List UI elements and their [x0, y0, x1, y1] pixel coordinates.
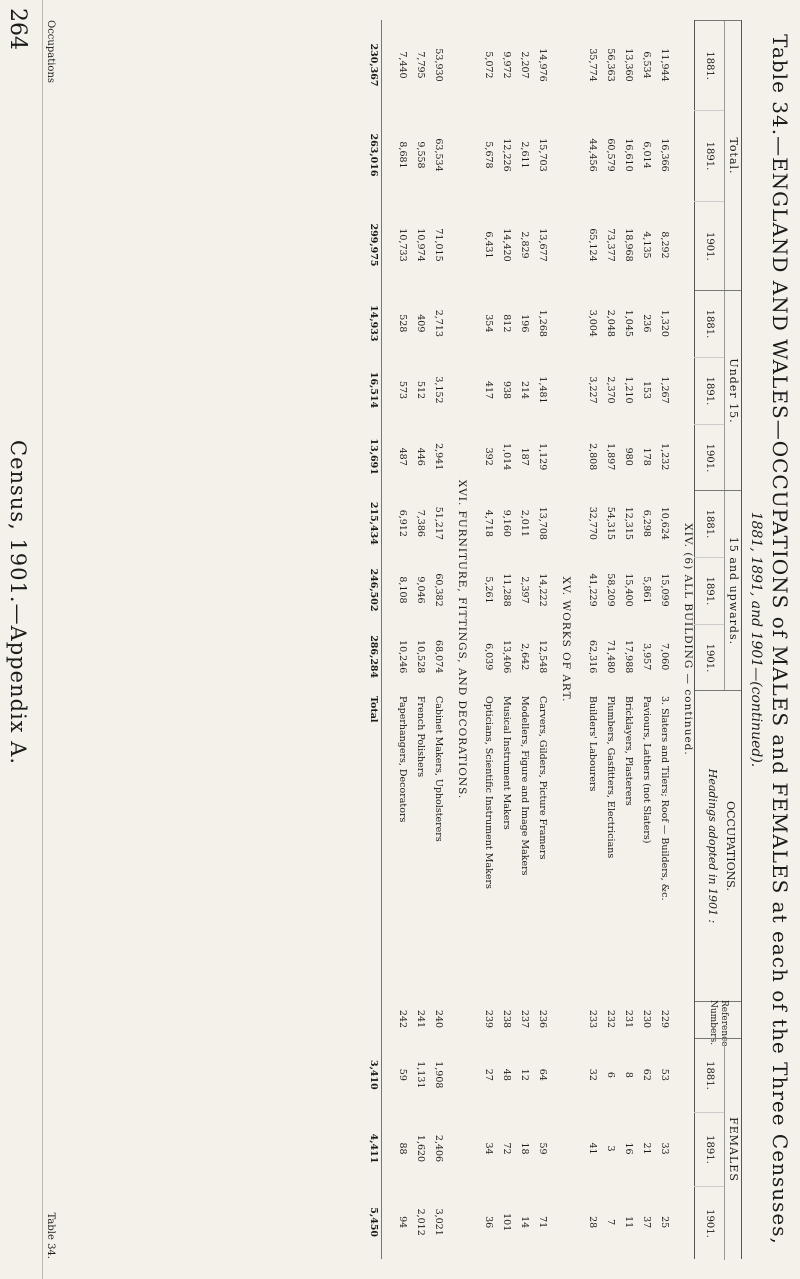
table-cell: 214 [519, 380, 530, 400]
table-body [58, 20, 694, 1259]
table-cell: 4,718 [483, 509, 494, 537]
table-cell: 1,268 [537, 309, 548, 337]
header-year: 1901. [694, 201, 724, 291]
header-group-over15 [695, 490, 741, 691]
table-cell: 28 [587, 1216, 598, 1229]
table-cell: 12,548 [537, 640, 548, 674]
table-cell: 62,316 [587, 640, 598, 674]
table-cell: 14 [519, 1216, 530, 1229]
cells-total [394, 20, 410, 290]
table-cell: 71,480 [605, 640, 616, 674]
cells-under15 [430, 290, 446, 490]
header-year: 1881. [704, 1061, 715, 1090]
table-cell: 10,624 [659, 506, 670, 540]
occupation-description: Plumbers, Gasfitters, Electricians [605, 696, 616, 859]
cells-total [498, 20, 514, 290]
page-number: 264 [5, 8, 30, 50]
reference-number: 242 [397, 1009, 408, 1029]
table-cell: 812 [501, 314, 512, 333]
cells-females [656, 1038, 672, 1259]
table-cell: 10,733 [397, 228, 408, 262]
table-cell: 487 [397, 447, 408, 466]
table-cell: 1,129 [537, 443, 548, 471]
header-over15-label: 15 and upwards. [724, 491, 741, 691]
table-row [498, 20, 514, 1259]
table-cell: 17,988 [623, 640, 634, 674]
table-cell: 73,377 [605, 228, 616, 262]
table-cell: 3 [605, 1145, 616, 1152]
table-cell: 15,400 [623, 573, 634, 607]
table-footer [42, 20, 56, 1259]
table-cell: 528 [397, 314, 408, 333]
cells-females [412, 1038, 428, 1259]
occupation-description: Modellers, Figure and Image Makers [519, 696, 530, 876]
table-cell: 27 [483, 1068, 494, 1081]
table-row [620, 20, 636, 1259]
table-cell: 2,397 [519, 576, 530, 604]
table-cell: 13,677 [537, 228, 548, 262]
table-cell: 1,908 [433, 1061, 444, 1089]
table-cell: 88 [397, 1142, 408, 1155]
table-cell: 2,808 [587, 443, 598, 471]
reference-number: 239 [483, 1009, 494, 1029]
table-cell: 1,045 [623, 309, 634, 337]
table-row [412, 20, 428, 1259]
table-cell: 72 [501, 1142, 512, 1155]
cells-over15 [430, 490, 446, 690]
header-occupations-label: OCCUPATIONS. [724, 801, 737, 891]
table-cell: 12,315 [623, 506, 634, 540]
reference-number: 241 [415, 1009, 426, 1029]
table-cell: 263,016 [368, 133, 379, 177]
table-cell: 2,713 [433, 309, 444, 337]
cells-females [498, 1038, 514, 1259]
header-year: 1881. [704, 309, 715, 339]
cells-over15 [638, 490, 654, 690]
table-cell: 36 [483, 1216, 494, 1229]
table-cell: 5,861 [641, 576, 652, 604]
table-cell: 6,534 [641, 51, 652, 79]
table-cell: 53,930 [433, 48, 444, 82]
table-cell: 417 [483, 380, 494, 400]
header-years [694, 21, 724, 291]
table-title: Table 34.—ENGLAND AND WALES—OCCUPATIONS of MALES and FEMALES at each of the Three Censuses, [768, 34, 792, 1245]
table-cell: 2,941 [433, 443, 444, 471]
cells-under15 [516, 290, 532, 490]
table-cell: 18 [519, 1142, 530, 1155]
table-cell: 9,046 [415, 576, 426, 604]
occupation-description: Paperhangers, Decorators [397, 696, 408, 823]
table-cell: 2,207 [519, 51, 530, 79]
header-group-under15 [695, 290, 741, 491]
table-cell: 409 [415, 314, 426, 333]
header-occupations [695, 690, 741, 1002]
reference-number: 229 [659, 1009, 670, 1029]
side-header [0, 0, 43, 1279]
table-cell: 5,450 [368, 1207, 379, 1238]
cells-total [365, 20, 381, 290]
table-cell: 14,976 [537, 48, 548, 82]
rotated-table-area [42, 0, 800, 1279]
reference-number: 236 [537, 1009, 548, 1029]
table-cell: 34 [483, 1142, 494, 1155]
table-cell: 8,292 [659, 231, 670, 259]
table-cell: 573 [397, 380, 408, 400]
table-cell: 2,829 [519, 231, 530, 259]
table-cell: 3,004 [587, 309, 598, 337]
table-row [516, 20, 532, 1259]
reference-number: 231 [623, 1009, 634, 1029]
table-cell: 6,039 [483, 643, 494, 671]
table-cell: 65,124 [587, 228, 598, 262]
cells-under15 [365, 290, 381, 490]
table-header [694, 20, 742, 1259]
occupation-description: Musical Instrument Makers [501, 696, 512, 830]
table-cell: 3,410 [368, 1059, 379, 1090]
header-females-label: FEMALES [724, 1039, 741, 1260]
total-row [365, 20, 382, 1259]
table-cell: 41 [587, 1142, 598, 1155]
table-cell: 68,074 [433, 640, 444, 674]
cells-females [620, 1038, 636, 1259]
table-cell: 236 [641, 314, 652, 333]
table-cell: 18,968 [623, 228, 634, 262]
table-cell: 11,288 [501, 573, 512, 607]
table-cell: 13,691 [368, 438, 379, 475]
table-cell: 3,021 [433, 1208, 444, 1236]
table-cell: 16,514 [368, 371, 379, 409]
table-row [602, 20, 618, 1259]
table-cell: 101 [501, 1213, 512, 1232]
table-cell: 10,528 [415, 640, 426, 674]
table-cell: 1,481 [537, 376, 548, 404]
table-cell: 153 [641, 380, 652, 400]
table-cell: 32 [587, 1068, 598, 1081]
cells-females [638, 1038, 654, 1259]
cells-females [602, 1038, 618, 1259]
table-cell: 62 [641, 1068, 652, 1081]
header-years [694, 291, 724, 491]
table-cell: 299,975 [368, 223, 379, 267]
table-cell: 9,972 [501, 51, 512, 79]
table-cell: 4,135 [641, 231, 652, 259]
cells-over15 [394, 490, 410, 690]
table-cell: 9,160 [501, 509, 512, 537]
table-cell: 16,366 [659, 138, 670, 172]
table-cell: 6,014 [641, 141, 652, 169]
table-cell: 54,315 [605, 506, 616, 540]
table-cell: 3,227 [587, 376, 598, 404]
running-head: Census, 1901.—Appendix A. [6, 440, 30, 766]
cells-under15 [412, 290, 428, 490]
table-cell: 71 [537, 1216, 548, 1229]
cells-females [534, 1038, 550, 1259]
table-cell: 1,267 [659, 376, 670, 404]
table-cell: 246,502 [368, 568, 379, 612]
cells-total [620, 20, 636, 290]
table-cell: 33 [659, 1142, 670, 1155]
occupations-table [42, 0, 800, 1279]
header-year: 1891. [694, 110, 724, 200]
table-cell: 1,232 [659, 443, 670, 471]
cells-under15 [534, 290, 550, 490]
header-reference: Reference Numbers. [708, 1000, 729, 1047]
table-cell: 5,072 [483, 51, 494, 79]
occupation-description: Paviours, Lathers (not Slaters) [641, 696, 652, 844]
table-cell: 71,015 [433, 228, 444, 262]
table-cell: 1,014 [501, 443, 512, 471]
table-cell: 60,382 [433, 573, 444, 607]
cells-total [584, 20, 600, 290]
header-year: 1881. [704, 509, 715, 539]
table-cell: 5,261 [483, 576, 494, 604]
table-cell: 15,703 [537, 138, 548, 172]
table-cell: 938 [501, 380, 512, 400]
table-cell: 512 [415, 380, 426, 400]
table-cell: 44,456 [587, 138, 598, 172]
table-cell: 2,011 [519, 509, 530, 537]
table-cell: 10,246 [397, 640, 408, 674]
cells-total [412, 20, 428, 290]
header-year: 1891. [694, 557, 724, 624]
table-cell: 3,152 [433, 376, 444, 404]
table-cell: 6,298 [641, 509, 652, 537]
cells-total [534, 20, 550, 290]
occupation-description: Cabinet Makers, Upholsterers [433, 696, 444, 842]
header-total-label: Total. [724, 21, 741, 291]
table-cell: 196 [519, 314, 530, 333]
occupation-description: Bricklayers, Plasterers [623, 696, 634, 806]
table-cell: 6,431 [483, 231, 494, 259]
table-cell: 980 [623, 447, 634, 466]
table-cell: 63,534 [433, 138, 444, 172]
section-heading: XIV. (6) ALL BUILDING — continued. [682, 523, 694, 756]
table-cell: 35,774 [587, 48, 598, 82]
table-cell: 59 [537, 1142, 548, 1155]
table-cell: 2,370 [605, 376, 616, 404]
table-cell: 48 [501, 1068, 512, 1081]
table-cell: 13,360 [623, 48, 634, 82]
header-year: 1901. [694, 424, 724, 491]
table-cell: 2,642 [519, 643, 530, 671]
header-year: 1881. [704, 51, 715, 80]
table-cell: 9,558 [415, 141, 426, 169]
table-cell: 178 [641, 447, 652, 466]
reference-number: 237 [519, 1009, 530, 1029]
table-cell: 2,406 [433, 1134, 444, 1163]
table-cell: 2,048 [605, 309, 616, 337]
header-years [694, 491, 724, 691]
cells-females [584, 1038, 600, 1259]
cells-total [516, 20, 532, 290]
cells-over15 [584, 490, 600, 690]
cells-females [480, 1038, 496, 1259]
header-group-per [695, 1038, 741, 1260]
table-cell: 1,210 [623, 376, 634, 404]
section-heading: XV. WORKS OF ART. [560, 576, 572, 703]
table-cell: 15,099 [659, 573, 670, 607]
table-cell: 8 [623, 1071, 634, 1078]
table-cell: 187 [519, 447, 530, 466]
footer-right: Table 34. [45, 1212, 56, 1259]
table-cell: 12,226 [501, 138, 512, 172]
reference-number: 238 [501, 1009, 512, 1029]
cells-over15 [480, 490, 496, 690]
table-cell: 354 [483, 314, 494, 333]
occupation-description: 3. Slaters and Tilers; Roof — Builders, &c. [659, 696, 670, 901]
table-cell: 14,222 [537, 573, 548, 607]
cells-females [516, 1038, 532, 1259]
table-row [638, 20, 654, 1259]
table-cell: 60,579 [605, 138, 616, 172]
cells-over15 [516, 490, 532, 690]
occupation-description: Builders' Labourers [587, 696, 598, 792]
table-cell: 6 [605, 1071, 616, 1078]
table-subtitle: 1881, 1891, and 1901—(continued). [748, 511, 764, 768]
table-cell: 7,060 [659, 643, 670, 671]
table-cell: 32,770 [587, 506, 598, 540]
table-cell: 37 [641, 1216, 652, 1229]
table-cell: 7,386 [415, 509, 426, 537]
table-cell: 13,708 [537, 506, 548, 540]
table-cell: 10,974 [415, 228, 426, 262]
table-cell: 59 [397, 1068, 408, 1081]
cells-under15 [498, 290, 514, 490]
table-cell: 53 [659, 1068, 670, 1081]
table-cell: 25 [659, 1216, 670, 1229]
table-row [656, 20, 672, 1259]
table-cell: 11 [623, 1216, 634, 1229]
cells-total [480, 20, 496, 290]
table-cell: 51,217 [433, 506, 444, 540]
table-row [480, 20, 496, 1259]
table-row [394, 20, 410, 1259]
occupation-description: Carvers, Gilders, Picture Framers [537, 696, 548, 860]
cells-under15 [656, 290, 672, 490]
table-cell: 8,681 [397, 141, 408, 169]
table-cell: 7,795 [415, 51, 426, 79]
table-cell: 446 [415, 447, 426, 466]
table-cell: 215,434 [368, 501, 379, 545]
cells-total [602, 20, 618, 290]
table-row [584, 20, 600, 1259]
cells-over15 [534, 490, 550, 690]
table-cell: 2,611 [519, 141, 530, 169]
table-cell: 21 [641, 1142, 652, 1155]
cells-over15 [365, 490, 381, 690]
occupation-description: Total [368, 696, 379, 723]
table-row [430, 20, 446, 1259]
cells-over15 [412, 490, 428, 690]
table-cell: 6,912 [397, 509, 408, 537]
cells-under15 [480, 290, 496, 490]
cells-under15 [638, 290, 654, 490]
table-cell: 41,229 [587, 573, 598, 607]
table-cell: 2,012 [415, 1208, 426, 1236]
table-cell: 1,320 [659, 309, 670, 337]
reference-number: 240 [433, 1009, 444, 1029]
header-year: 1891. [694, 1112, 724, 1186]
table-cell: 7,440 [397, 51, 408, 79]
table-cell: 286,284 [368, 635, 379, 679]
cells-over15 [498, 490, 514, 690]
reference-number: 232 [605, 1009, 616, 1029]
table-cell: 8,108 [397, 576, 408, 604]
table-cell: 12 [519, 1068, 530, 1081]
table-cell: 3,957 [641, 643, 652, 671]
header-year: 1901. [694, 624, 724, 691]
header-under15-label: Under 15. [724, 291, 741, 491]
header-group-persons [695, 20, 741, 291]
table-cell: 1,897 [605, 443, 616, 471]
cells-females [430, 1038, 446, 1259]
header-occupations-sublabel: Headings adopted in 1901 : [706, 768, 719, 924]
table-cell: 56,363 [605, 48, 616, 82]
table-cell: 14,420 [501, 228, 512, 262]
cells-total [656, 20, 672, 290]
table-cell: 16 [623, 1142, 634, 1155]
table-cell: 11,944 [659, 48, 670, 82]
table-cell: 1,620 [415, 1134, 426, 1163]
reference-number: 230 [641, 1009, 652, 1029]
table-cell: 5,678 [483, 141, 494, 169]
table-cell: 1,131 [415, 1061, 426, 1089]
reference-number: 233 [587, 1009, 598, 1029]
cells-females [394, 1038, 410, 1259]
table-cell: 4,411 [368, 1133, 379, 1164]
footer-left: Occupations [45, 20, 56, 84]
cells-over15 [602, 490, 618, 690]
cells-under15 [394, 290, 410, 490]
cells-over15 [656, 490, 672, 690]
table-cell: 64 [537, 1068, 548, 1081]
cells-under15 [602, 290, 618, 490]
cells-under15 [584, 290, 600, 490]
cells-females [365, 1038, 381, 1259]
section-heading: XVI. FURNITURE, FITTINGS, AND DECORATIONS. [456, 479, 468, 800]
table-cell: 16,610 [623, 138, 634, 172]
cells-total [430, 20, 446, 290]
table-cell: 58,209 [605, 573, 616, 607]
table-cell: 230,367 [368, 43, 379, 87]
table-row [534, 20, 550, 1259]
table-cell: 14,933 [368, 305, 379, 342]
cells-under15 [620, 290, 636, 490]
cells-total [638, 20, 654, 290]
header-year: 1891. [694, 357, 724, 424]
table-cell: 13,406 [501, 640, 512, 674]
header-year: 1901. [694, 1186, 724, 1260]
occupation-description: French Polishers [415, 696, 426, 778]
header-years [694, 1039, 724, 1260]
table-cell: 94 [397, 1216, 408, 1229]
table-cell: 7 [605, 1219, 616, 1226]
table-cell: 392 [483, 447, 494, 466]
cells-over15 [620, 490, 636, 690]
occupation-description: Opticians, Scientific Instrument Makers [483, 696, 494, 889]
